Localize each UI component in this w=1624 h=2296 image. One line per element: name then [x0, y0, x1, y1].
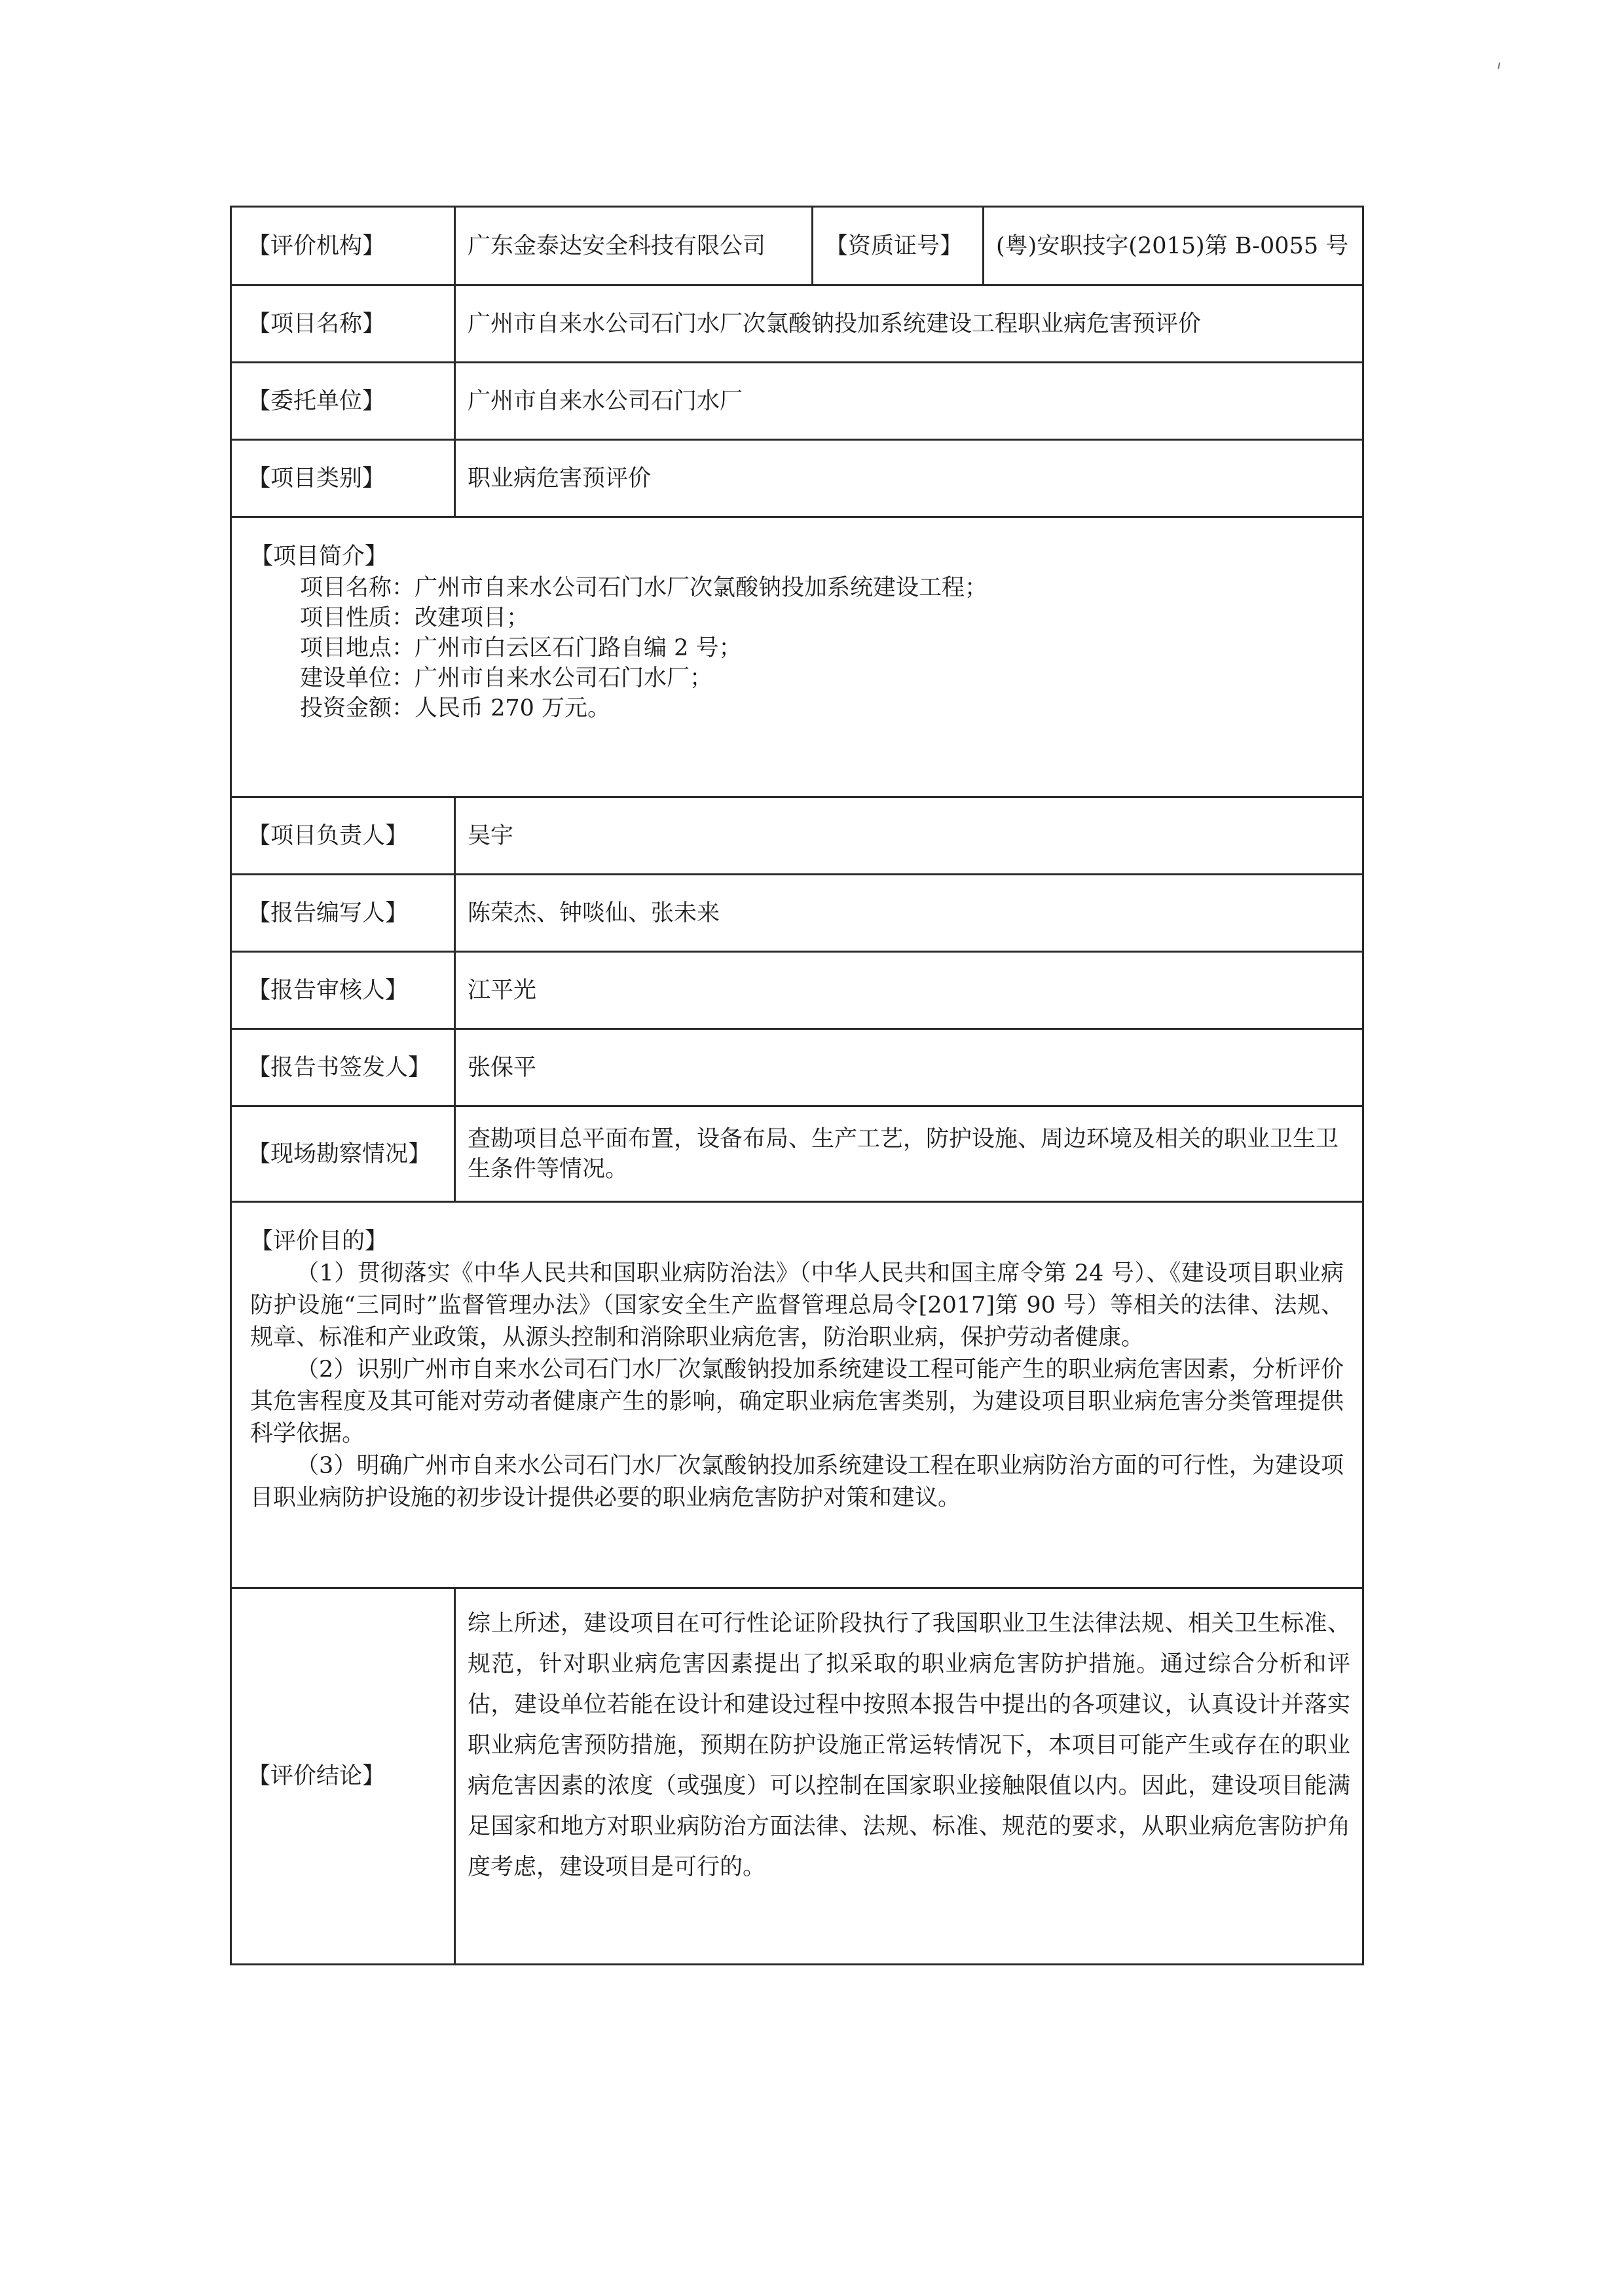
client-value: 广州市自来水公司石门水厂	[455, 363, 1363, 440]
purpose-paragraph: （1）贯彻落实《中华人民共和国职业病防治法》（中华人民共和国主席令第 24 号）、《建设项目职业病防护设施“三同时”监督管理办法》（国家安全生产监督管理总局令[2017]第 90 号）等相关的法律、法规、规章、标准和产业政策，从源头控制和消除职业病危害，防治职业病，保护劳动者健康。	[250, 1260, 1344, 1351]
survey-value: 查勘项目总平面布置，设备布局、生产工艺，防护设施、周边环境及相关的职业卫生卫生条件等情况。	[455, 1106, 1363, 1202]
brief-list	[250, 573, 1344, 723]
brief-cell	[231, 517, 1363, 797]
writers-value: 陈荣杰、钟啖仙、张未来	[455, 875, 1363, 952]
conclusion-row	[231, 1588, 1363, 1965]
purpose-row	[231, 1202, 1363, 1588]
summary-table	[230, 206, 1364, 1965]
brief-row	[231, 517, 1363, 797]
project-name-label: 【项目名称】	[231, 285, 455, 363]
org-row	[231, 207, 1363, 285]
category-value: 职业病危害预评价	[455, 440, 1363, 517]
client-label: 【委托单位】	[231, 363, 455, 440]
org-value: 广东金泰达安全科技有限公司	[455, 207, 813, 285]
evaluation-summary-form	[230, 206, 1362, 1965]
category-row	[231, 440, 1363, 517]
purpose-paragraph: （3）明确广州市自来水公司石门水厂次氯酸钠投加系统建设工程在职业病防治方面的可行性，为建设项目职业病防护设施的初步设计提供必要的职业病危害防护对策和建议。	[250, 1453, 1344, 1511]
project-name-row	[231, 285, 1363, 363]
brief-line: 项目地点：广州市白云区石门路自编 2 号；	[300, 635, 742, 661]
issuer-row	[231, 1029, 1363, 1106]
leader-row	[231, 797, 1363, 875]
issuer-value: 张保平	[455, 1029, 1363, 1106]
conclusion-label: 【评价结论】	[231, 1588, 455, 1965]
cert-value: (粤)安职技字(2015)第 B-0055 号	[984, 207, 1363, 285]
client-row	[231, 363, 1363, 440]
purpose-title: 【评价目的】	[250, 1228, 388, 1254]
reviewer-row	[231, 952, 1363, 1029]
brief-line: 项目性质：改建项目；	[300, 605, 530, 631]
category-label: 【项目类别】	[231, 440, 455, 517]
leader-value: 吴宇	[455, 797, 1363, 875]
brief-line: 建设单位：广州市自来水公司石门水厂；	[300, 665, 713, 691]
brief-title: 【项目简介】	[250, 543, 388, 570]
brief-line: 投资金额：人民币 270 万元。	[300, 695, 611, 721]
project-name-value: 广州市自来水公司石门水厂次氯酸钠投加系统建设工程职业病危害预评价	[455, 285, 1363, 363]
reviewer-value: 江平光	[455, 952, 1363, 1029]
scan-mark	[1498, 62, 1504, 69]
reviewer-label: 【报告审核人】	[231, 952, 455, 1029]
purpose-paragraph: （2）识别广州市自来水公司石门水厂次氯酸钠投加系统建设工程可能产生的职业病危害因素，分析评价其危害程度及其可能对劳动者健康产生的影响，确定职业病危害类别，为建设项目职业病危害分类管理提供科学依据。	[250, 1357, 1344, 1447]
issuer-label: 【报告书签发人】	[231, 1029, 455, 1106]
leader-label: 【项目负责人】	[231, 797, 455, 875]
writers-label: 【报告编写人】	[231, 875, 455, 952]
brief-line: 项目名称：广州市自来水公司石门水厂次氯酸钠投加系统建设工程；	[300, 575, 988, 601]
purpose-cell	[231, 1202, 1363, 1588]
writers-row	[231, 875, 1363, 952]
org-label: 【评价机构】	[231, 207, 455, 285]
cert-label: 【资质证号】	[813, 207, 984, 285]
conclusion-value: 综上所述，建设项目在可行性论证阶段执行了我国职业卫生法律法规、相关卫生标准、规范，针对职业病危害因素提出了拟采取的职业病危害防护措施。通过综合分析和评估，建设单位若能在设计和建设过程中按照本报告中提出的各项建议，认真设计并落实职业病危害预防措施，预期在防护设施正常运转情况下，本项目可能产生或存在的职业病危害因素的浓度（或强度）可以控制在国家职业接触限值以内。因此，建设项目能满足国家和地方对职业病防治方面法律、法规、标准、规范的要求，从职业病危害防护角度考虑，建设项目是可行的。	[455, 1588, 1363, 1965]
survey-row	[231, 1106, 1363, 1202]
survey-label: 【现场勘察情况】	[231, 1106, 455, 1202]
